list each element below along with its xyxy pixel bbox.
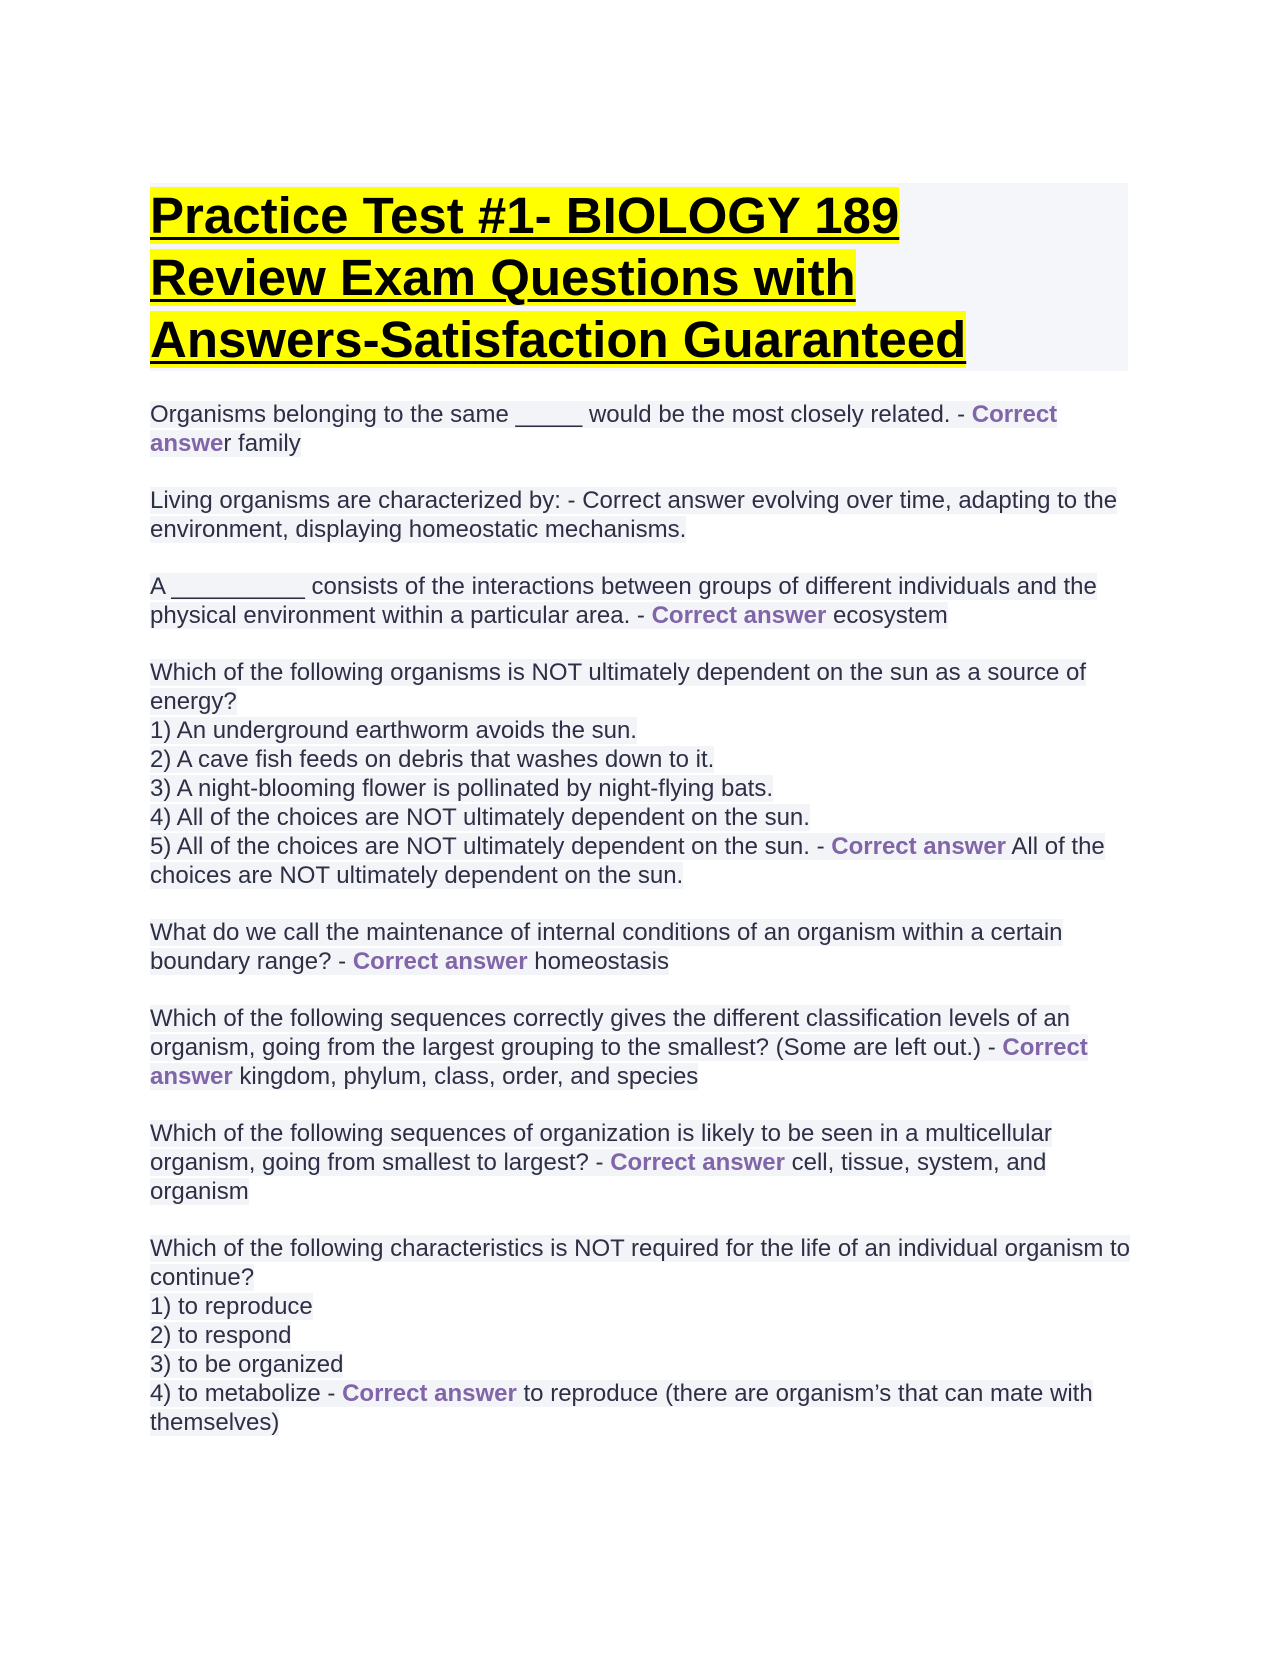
answer-label: Correct answer (651, 602, 827, 629)
answer-text: kingdom, phylum, class, order, and species (239, 1063, 699, 1090)
answer-label: Correct (971, 401, 1058, 428)
option-4: 4) All of the choices are NOT ultimately dependent on the sun. (150, 804, 810, 831)
answer-label: Correct answer (610, 1149, 785, 1176)
answer-text: to reproduce (there are organism’s that can mate with themselves) (150, 1380, 1093, 1436)
answer-label: Correct answer (342, 1380, 517, 1407)
title-line-2: Review Exam Questions with (150, 249, 856, 306)
qa-item-7 (150, 1119, 1130, 1206)
question-text: Which of the following sequences correctly gives the different classification levels of an organism, going from the largest grouping to the smallest? (Some are left out.) - (150, 1005, 1071, 1061)
answer-text: r family (223, 430, 301, 457)
option-2: 2) A cave fish feeds on debris that washes down to it. (150, 746, 715, 773)
option-3: 3) A night-blooming flower is pollinated by night-flying bats. (150, 775, 774, 802)
answer-label: Correct answer (150, 1034, 1088, 1090)
qa-item-6 (150, 1004, 1130, 1091)
qa-item-8 (150, 1234, 1130, 1437)
answer-text: homeostasis (534, 948, 669, 975)
answer-label: Correct answer (352, 948, 528, 975)
question-answer-text: Living organisms are characterized by: - Correct answer evolving over time, adapting to the environment, displaying homeostatic mechanisms. (150, 487, 1118, 543)
qa-item-3 (150, 572, 1130, 630)
question-text: Which of the following characteristics is NOT required for the life of an individual organism to continue? (150, 1235, 1131, 1291)
answer-label: Correct answer (831, 833, 1007, 860)
question-text: A __________ consists of the interactions between groups of different individuals and the physical environment within a particular area. - (150, 573, 1097, 629)
question-text: Which of the following sequences of organization is likely to be seen in a multicellular organism, going from smallest to largest? - (150, 1120, 1052, 1176)
option-1: 1) to reproduce (150, 1293, 313, 1320)
answer-text: cell, tissue, system, and organism (150, 1149, 1047, 1205)
question-text: Which of the following organisms is NOT ultimately dependent on the sun as a source of energy? (150, 659, 1087, 715)
qa-item-5 (150, 918, 1130, 976)
qa-item-2 (150, 486, 1130, 544)
document-title (150, 185, 1128, 371)
option-5: 5) All of the choices are NOT ultimately dependent on the sun. - (150, 833, 825, 860)
question-text: Organisms belonging to the same _____ would be the most closely related. - (150, 401, 966, 428)
question-list (150, 400, 1130, 1465)
option-2: 2) to respond (150, 1322, 292, 1349)
qa-item-1 (150, 400, 1130, 458)
option-4: 4) to metabolize - (150, 1380, 336, 1407)
question-text: What do we call the maintenance of internal conditions of an organism within a certain boundary range? - (150, 919, 1063, 975)
answer-text: All of the choices are NOT ultimately dependent on the sun. (150, 833, 1105, 889)
option-3: 3) to be organized (150, 1351, 344, 1378)
answer-label-cont: answe (150, 430, 224, 457)
title-line-3: Answers-Satisfaction Guaranteed (150, 311, 967, 368)
answer-text: ecosystem (833, 602, 948, 629)
qa-item-4 (150, 658, 1130, 890)
option-1: 1) An underground earthworm avoids the sun. (150, 717, 637, 744)
title-line-1: Practice Test #1- BIOLOGY 189 (150, 187, 900, 244)
